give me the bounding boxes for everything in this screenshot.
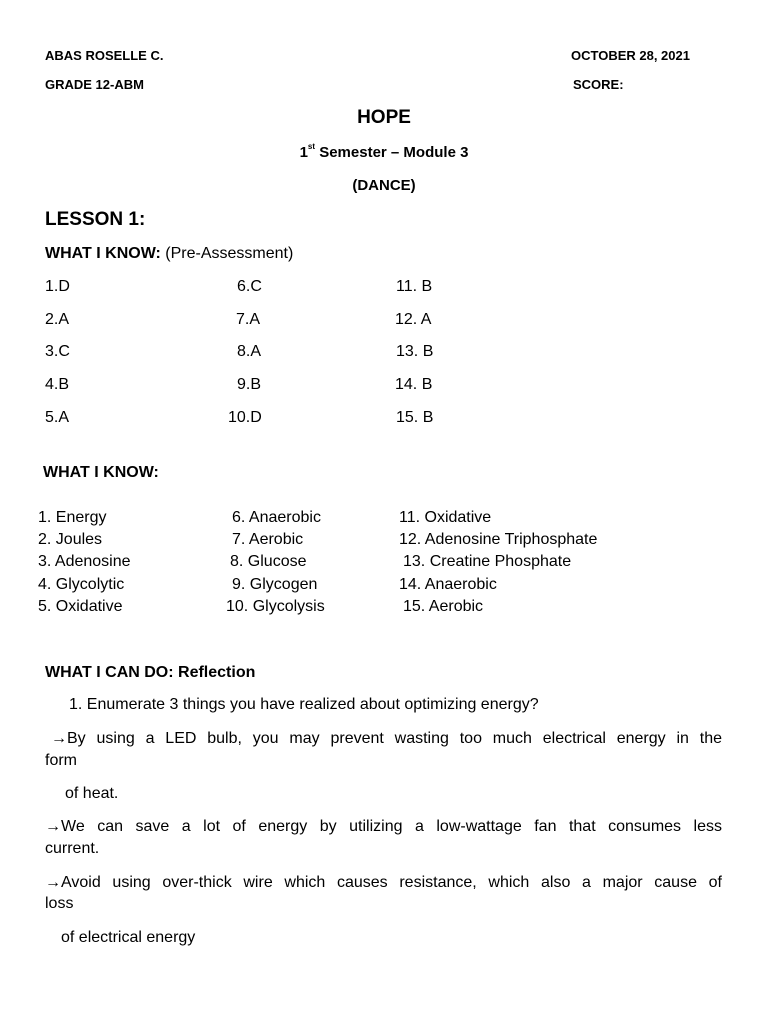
semester-number: 1 xyxy=(299,144,308,161)
semester-rest: Semester – Module 3 xyxy=(315,144,469,161)
answer-3-line-2: loss xyxy=(45,895,74,912)
list-item: 15. Aerobic xyxy=(403,598,484,615)
pre-assessment-heading xyxy=(45,245,293,263)
answer-cell: 1.D xyxy=(45,278,70,295)
reflection-question: 1. Enumerate 3 things you have realized about optimizing energy? xyxy=(69,696,539,713)
answer-cell: 11. B xyxy=(396,278,433,295)
student-name: ABAS ROSELLE C. xyxy=(45,48,164,63)
answer-cell: 10.D xyxy=(228,409,262,426)
score-label: SCORE: xyxy=(573,77,624,92)
answer-3-line-3: of electrical energy xyxy=(61,929,196,946)
answer-cell: 2.A xyxy=(45,311,70,328)
answer-1-line-3: of heat. xyxy=(65,785,119,802)
list-item: 6. Anaerobic xyxy=(232,509,321,526)
answer-cell: 4.B xyxy=(45,376,70,393)
pre-assessment-heading-bold: WHAT I KNOW: xyxy=(45,245,161,262)
answer-cell: 12. A xyxy=(395,311,432,328)
list-item: 9. Glycogen xyxy=(232,576,318,593)
list-item: 11. Oxidative xyxy=(399,509,492,526)
semester-ordinal: st xyxy=(307,142,316,151)
list-item: 7. Aerobic xyxy=(232,531,304,548)
semester-title xyxy=(0,144,768,161)
answer-1-line-1: →By using a LED bulb, you may prevent wasting too much electrical energy in the xyxy=(51,730,722,747)
answer-2-line-2: current. xyxy=(45,840,100,857)
answer-cell: 13. B xyxy=(396,343,434,360)
list-item: 2. Joules xyxy=(38,531,103,548)
answer-cell: 6.C xyxy=(237,278,262,295)
list-item: 14. Anaerobic xyxy=(399,576,497,593)
answer-cell: 9.B xyxy=(237,376,262,393)
lesson-heading: LESSON 1: xyxy=(45,209,146,230)
pre-assessment-heading-rest: (Pre-Assessment) xyxy=(160,245,294,262)
answer-3-line-1: →Avoid using over-thick wire which causes resistance, which also a major cause of xyxy=(45,874,722,891)
answer-cell: 3.C xyxy=(45,343,70,360)
list-item: 5. Oxidative xyxy=(38,598,123,615)
list-item: 12. Adenosine Triphosphate xyxy=(399,531,598,548)
answer-2-line-1: →We can save a lot of energy by utilizing a low-wattage fan that consumes less xyxy=(45,818,722,835)
answer-cell: 5.A xyxy=(45,409,70,426)
reflection-heading: WHAT I CAN DO: Reflection xyxy=(45,664,256,681)
list-item: 10. Glycolysis xyxy=(226,598,325,615)
topic-title: (DANCE) xyxy=(352,177,416,194)
list-item: 1. Energy xyxy=(38,509,107,526)
answer-1-line-2: form xyxy=(45,752,77,769)
list-item: 3. Adenosine xyxy=(38,553,131,570)
answer-cell: 14. B xyxy=(395,376,433,393)
subject-title: HOPE xyxy=(357,107,411,128)
answer-cell: 8.A xyxy=(237,343,262,360)
what-i-know-heading: WHAT I KNOW: xyxy=(43,464,159,481)
answer-cell: 15. B xyxy=(396,409,434,426)
list-item: 13. Creatine Phosphate xyxy=(403,553,572,570)
list-item: 4. Glycolytic xyxy=(38,576,125,593)
answer-cell: 7.A xyxy=(236,311,261,328)
document-date: OCTOBER 28, 2021 xyxy=(571,48,690,63)
list-item: 8. Glucose xyxy=(230,553,307,570)
student-grade: GRADE 12-ABM xyxy=(45,77,144,92)
